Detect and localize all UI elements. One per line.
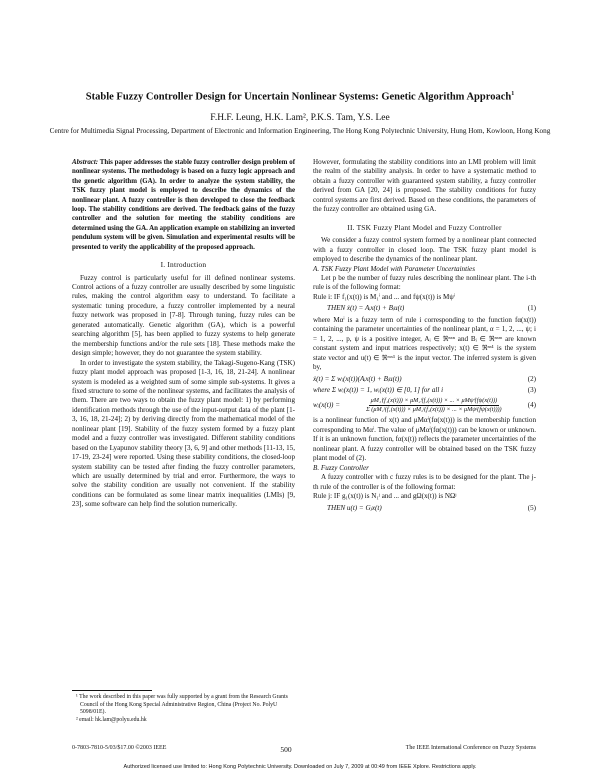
- subsection-b-heading: B. Fuzzy Controller: [313, 463, 369, 472]
- equation-5: [313, 504, 536, 513]
- equation-1-number: (1): [527, 304, 536, 313]
- intro-paragraph-2: In order to investigate the system stability, the Takagi-Sugeno-Kang (TSK) fuzzy plant model approach was proposed [1-3, 16, 18, 21-24]. A nonlinear system is modeled as a weighted sum of some simple sub-systems. It gives a fixed structure to some of the nonlinear systems, and facilitates the analysis of them. There are two ways to obtain the fuzzy plant model: 1) by performing identification methods through the use of the input-output data of the plant [1-3, 16, 18, 21-24]; 2) by deriving directly from the mathematical model of the nonlinear plant [19]. Stability of the fuzzy system formed by a fuzzy plant model and a fuzzy controller was investigated. Different stability conditions based on the Lyapunov stability theory [3, 6, 9] and other methods [11-13, 15, 17-19, 23-24] were reported. Using these stability conditions, the closed-loop system stability can be tested after finding the fuzzy controller parameters, which are usually determined by trial and error. Furthermore, the ways to solve the stability condition are usually not convenient. If the stability conditions can be formulated as some linear matrix inequalities (LMIs) [9, 23], some software can help find the solution numerically.: [72, 358, 295, 509]
- subsection-a-paragraph-1: Let p be the number of fuzzy rules describing the nonlinear plant. The i-th rule is of the following format:: [313, 273, 536, 292]
- equation-2-body: ẋ(t) = Σ wᵢ(x(t))(Aᵢx(t) + Bᵢu(t)): [313, 374, 402, 383]
- subsection-a-paragraph-2: where Mαⁱ is a fuzzy term of rule i corresponding to the function fα(x(t)) containing the parameter uncertainties of the nonlinear plant, α = 1, 2, ..., ψ; i = 1, 2, ..., p, ψ is a positive integer, Aᵢ ∈ ℜⁿˣⁿ and Bᵢ ∈ ℜⁿˣᵐ are known constant system and input matrices respectively; x(t) ∈ ℜⁿˣ¹ is the system state vector and u(t) ∈ ℜᵐˣ¹ is the input vector. The inferred system is given by,: [313, 315, 536, 372]
- title-footnote-mark: 1: [511, 91, 515, 97]
- page-footer: [72, 745, 536, 754]
- equation-4-fraction: [366, 397, 502, 414]
- intro-paragraph-3: However, formulating the stability conditions into an LMI problem will limit the realm of the stability analysis. In order to have a systematic method to obtain a fuzzy controller with guaranteed system stability, a fuzzy controller derived from GA [20, 24] is proposed. The stability conditions for fuzzy control systems are first derived. Based on these conditions, the parameters of the fuzzy controller are obtained using GA.: [313, 158, 536, 214]
- rule-j: Rule j: IF g₁(x(t)) is N₁ʲ and ... and gΩ(x(t)) is NΩʲ: [313, 492, 457, 501]
- footnote-2: ² email: hk.lam@polyu.edu.hk: [76, 716, 147, 723]
- equation-1-body: THEN ẋ(t) = Aᵢx(t) + Bᵢu(t): [327, 304, 405, 313]
- equation-3-body: where Σ wᵢ(x(t)) = 1, wᵢ(x(t)) ∈ [0, 1] for all i: [313, 385, 444, 394]
- section-2-heading: II. TSK Fuzzy Plant Model and Fuzzy Controller: [347, 222, 502, 232]
- affiliation: Centre for Multimedia Signal Processing, Department of Electronic and Information Engineering, The Hong Kong Polytechnic University, Hung Hom, Kowloon, Hong Kong: [49, 127, 551, 135]
- equation-4-number: (4): [527, 401, 536, 410]
- equation-5-body: THEN u(t) = Gⱼx(t): [327, 503, 382, 512]
- left-column: [72, 158, 295, 510]
- equation-3-number: (3): [527, 385, 536, 394]
- footer-page-number: 500: [280, 745, 292, 754]
- abstract: [72, 158, 295, 252]
- license-notice: Authorized licensed use limited to: Hong Kong Polytechnic University. Downloaded on July 7, 2009 at 00:49 from IEEE Xplore. Restrictions apply.: [123, 764, 477, 770]
- section-2-intro: We consider a fuzzy control system formed by a nonlinear plant connected with a fuzzy controller in closed loop. The TSK fuzzy plant model is employed to describe the dynamics of the nonlinear plant.: [313, 236, 536, 264]
- section-1-heading: I. Introduction: [160, 260, 207, 270]
- equation-3: [313, 386, 536, 395]
- equation-4-denominator: Σ (μM₁ʲ(f₁(x(t))) × μM₂ʲ(f₂(x(t))) × ... × μMψʲ(fψ(x(t)))): [366, 406, 502, 414]
- abstract-label: Abstract:: [72, 159, 99, 166]
- equation-4-numerator: μM₁ⁱ(f₁(x(t))) × μM₂ⁱ(f₂(x(t))) × ... × μMψⁱ(fψ(x(t))): [370, 397, 498, 405]
- equation-5-number: (5): [527, 503, 536, 512]
- paper-title: Stable Fuzzy Controller Design for Uncertain Nonlinear Systems: Genetic Algorithm Approach$^1$: [85, 91, 515, 103]
- equation-2-number: (2): [527, 374, 536, 383]
- equation-4: [313, 397, 536, 414]
- intro-paragraph-1: Fuzzy control is particularly useful for ill defined nonlinear systems. Control actions of a fuzzy controller are usually described by some linguistic rules, making the control algorithm easy to understand. To facilitate a systematic tuning procedure, a fuzzy controller implemented by a neural fuzzy network was proposed in [7-8]. Through tuning, fuzzy rules can be generated automatically. Genetic algorithm (GA), which is a powerful searching algorithm [5], has been applied to fuzzy systems to help generate the membership functions and/or the rule sets [18]. These methods make the design simple; however, they do not guarantee the system stability.: [72, 273, 295, 358]
- footnote-1: ¹ The work described in this paper was fully supported by a grant from the Research Grants Council of the Hong Kong Special Administrative Region, China (Project No. PolyU 5098/01E).: [76, 694, 288, 715]
- footer-isbn: 0-7803-7810-5/03/$17.00 ©2003 IEEE: [72, 745, 167, 751]
- equation-1: [313, 304, 536, 313]
- rule-i: Rule i: IF f₁(x(t)) is M₁ⁱ and ... and fψ(x(t)) is Mψⁱ: [313, 292, 456, 301]
- right-column: [313, 158, 536, 515]
- abstract-text: This paper addresses the stable fuzzy controller design problem of nonlinear systems. The methodology is based on a fuzzy logic approach and the genetic algorithm (GA). In order to analyze the system stability, the TSK fuzzy plant model is employed to describe the dynamics of the nonlinear plant. A fuzzy controller is then developed to close the feedback loop. The stability conditions are derived. The feedback gains of the fuzzy controller and the solution for meeting the stability conditions are determined using the GA. An application example on stabilizing an inverted pendulum system will be given. Simulation and experimental results will be presented to verify the applicability of the proposed approach.: [72, 159, 296, 251]
- equation-2: [313, 375, 536, 384]
- subsection-a-heading: A. TSK Fuzzy Plant Model with Parameter Uncertainties: [313, 264, 475, 273]
- subsection-a-paragraph-3: is a nonlinear function of x(t) and μMαⁱ(fα(x(t))) is the membership function corresponding to Mαⁱ. The value of μMαⁱ(fα(x(t))) can be known or unknown. If it is an unknown function, fα(x(t)) reflects the parameter uncertainties of the nonlinear plant. A fuzzy controller will be obtained based on the TSK fuzzy plant model of (2).: [313, 416, 536, 463]
- authors: F.H.F. Leung, H.K. Lam², P.K.S. Tam, Y.S. Lee: [210, 113, 390, 123]
- equation-4-lhs: wᵢ(x(t)) =: [313, 401, 340, 410]
- subsection-b-paragraph-1: A fuzzy controller with c fuzzy rules is to be designed for the plant. The j-th rule of the controller is of the following format:: [313, 473, 536, 491]
- footnotes: [72, 690, 295, 724]
- footnote-rule: [72, 690, 152, 691]
- footer-conference: The IEEE International Conference on Fuzzy Systems: [405, 745, 536, 751]
